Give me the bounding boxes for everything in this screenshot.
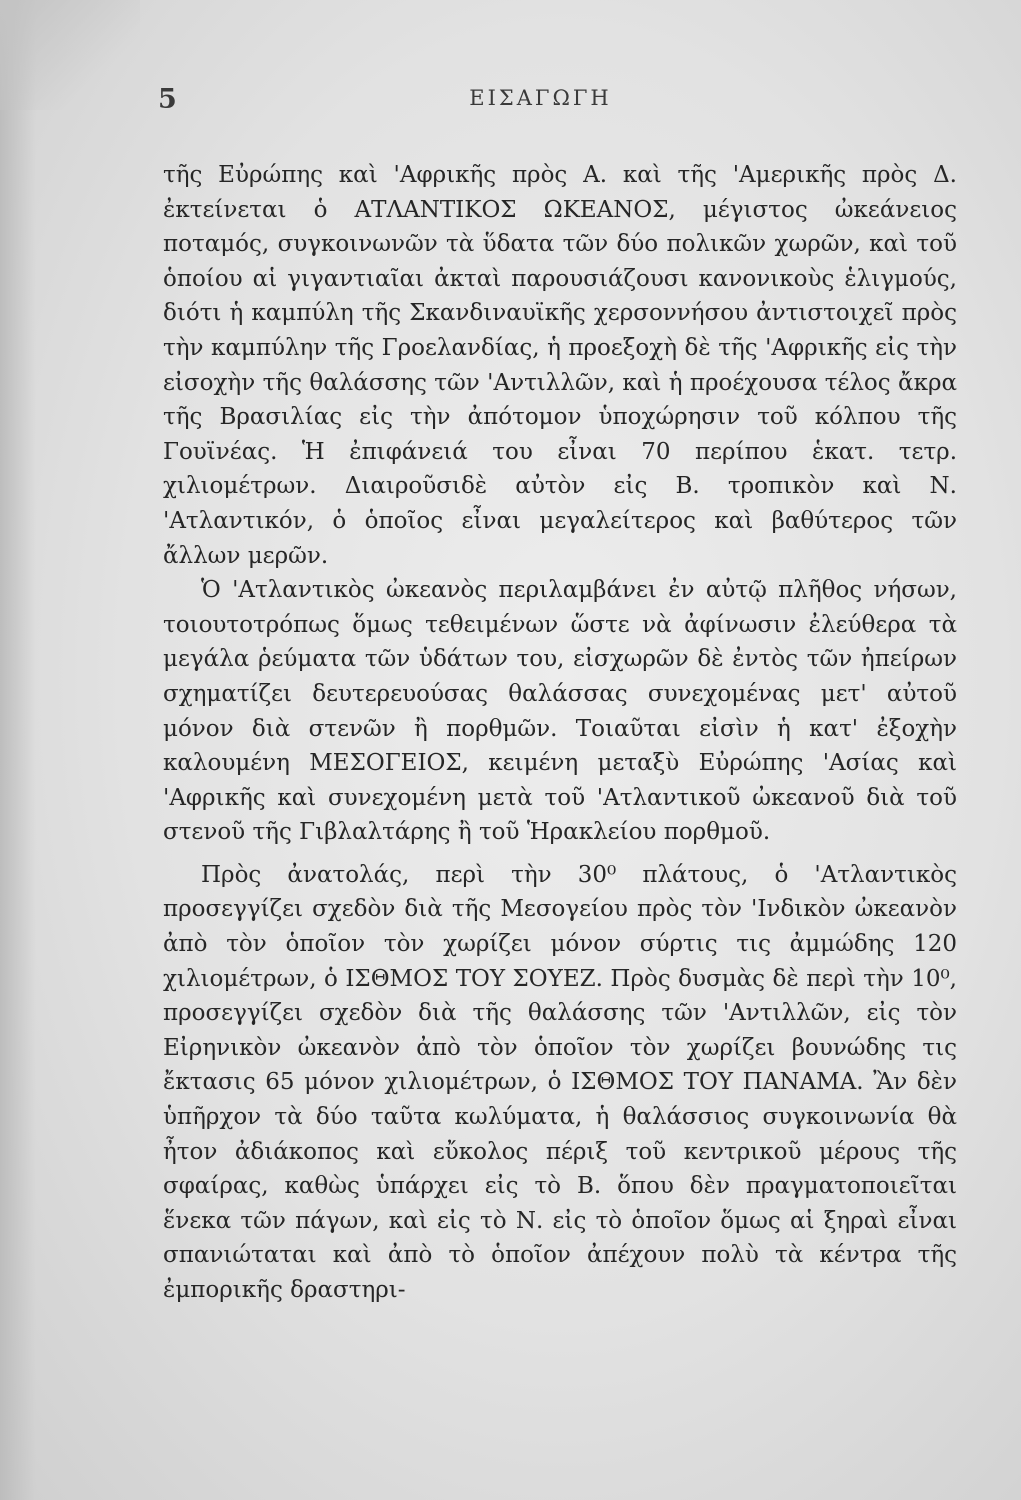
page-header xyxy=(0,84,1021,124)
running-title: ΕΙΣΑΓΩΓΗ xyxy=(469,86,612,110)
page-number: 5 xyxy=(158,84,178,115)
paragraph-atlantic-intro: τῆς Εὐρώπης καὶ 'Αφρικῆς πρὸς Α. καὶ τῆς 'Αμερικῆς πρὸς Δ. ἐκτείνεται ὁ ΑΤΛΑΝΤΙΚΟΣ ΩΚΕΑΝΟΣ, μέγιστος ὠκεάνειος ποταμός, συγκοινωνῶν τὰ ὕδατα τῶν δύο πολικῶν χωρῶν, καὶ τοῦ ὁποίου αἱ γιγαντιαῖαι ἀκταὶ παρουσιάζουσι κανονικοὺς ἑλιγμούς, διότι ἡ καμπύλη τῆς Σκανδιναυϊκῆς χερσοννήσου ἀντιστοιχεῖ πρὸς τὴν καμπύλην τῆς Γροελανδίας, ἡ προεξοχὴ δὲ τῆς 'Αφρικῆς εἰς τὴν εἰσοχὴν τῆς θαλάσσης τῶν 'Αντιλλῶν, καὶ ἡ προέχουσα τέλος ἄκρα τῆς Βρασιλίας εἰς τὴν ἀπότομον ὑποχώρησιν τοῦ κόλπου τῆς Γουϊνέας. Ἡ ἐπιφάνειά του εἶναι 70 περίπου ἑκατ. τετρ. χιλιομέτρων. Διαιροῦσιδὲ αὐτὸν εἰς Β. τροπικὸν καὶ Ν. 'Ατλαντικόν, ὁ ὁποῖος εἶναι μεγαλείτερος καὶ βαθύτερος τῶν ἄλλων μερῶν. xyxy=(163,162,957,569)
paragraph-isthmuses: Πρὸς ἀνατολάς, περὶ τὴν 30⁰ πλάτους, ὁ 'Ατλαντικὸς προσεγγίζει σχεδὸν διὰ τῆς Μεσογείου πρὸς τὸν 'Ινδικὸν ὠκεανὸν ἀπὸ τὸν ὁποῖον τὸν χωρίζει μόνον σύρτις τις ἀμμώδης 120 χιλιομέτρων, ὁ ΙΣΘΜΟΣ ΤΟΥ ΣΟΥΕΖ. Πρὸς δυσμὰς δὲ περὶ τὴν 10⁰, προσεγγίζει σχεδὸν διὰ τῆς θαλάσσης τῶν 'Αντιλλῶν, εἰς τὸν Εἰρηνικὸν ὠκεανὸν ἀπὸ τὸν ὁποῖον τὸν χωρίζει βουνώδης τις ἔκτασις 65 μόνον χιλιομέτρων, ὁ ΙΣΘΜΟΣ ΤΟΥ ΠΑΝΑΜΑ. Ἂν δὲν ὑπῆρχον τὰ δύο ταῦτα κωλύματα, ἡ θαλάσσιος συγκοινωνία θὰ ἦτον ἀδιάκοπος καὶ εὔκολος πέριξ τοῦ κεντρικοῦ μέρους τῆς σφαίρας, καθὼς ὑπάρχει εἰς τὸ Β. ὅπου δὲν πραγματοποιεῖται ἕνεκα τῶν πάγων, καὶ εἰς τὸ Ν. εἰς τὸ ὁποῖον ὅμως αἱ ξηραὶ εἶναι σπανιώταται καὶ ἀπὸ τὸ ὁποῖον ἀπέχουν πολὺ τὰ κέντρα τῆς ἐμπορικῆς δραστηρι- xyxy=(163,861,957,1303)
paragraph-atlantic-islands: Ὁ 'Ατλαντικὸς ὠκεανὸς περιλαμβάνει ἐν αὐτῷ πλῆθος νήσων, τοιουτοτρόπως ὅμως τεθειμένων ὥστε νὰ ἀφίνωσιν ἐλεύθερα τὰ μεγάλα ῥεύματα τῶν ὑδάτων του, εἰσχωρῶν δὲ ἐντὸς τῶν ἠπείρων σχηματίζει δευτερευούσας θαλάσσας συνεχομένας μετ' αὐτοῦ μόνον διὰ στενῶν ἢ πορθμῶν. Τοιαῦται εἰσὶν ἡ κατ' ἐξοχὴν καλουμένη ΜΕΣΟΓΕΙΟΣ, κειμένη μεταξὺ Εὐρώπης 'Ασίας καὶ 'Αφρικῆς καὶ συνεχομένη μετὰ τοῦ 'Ατλαντικοῦ ὠκεανοῦ διὰ τοῦ στενοῦ τῆς Γιβλαλτάρης ἢ τοῦ Ἡρακλείου πορθμοῦ. xyxy=(163,577,957,846)
body-text xyxy=(163,158,957,1308)
